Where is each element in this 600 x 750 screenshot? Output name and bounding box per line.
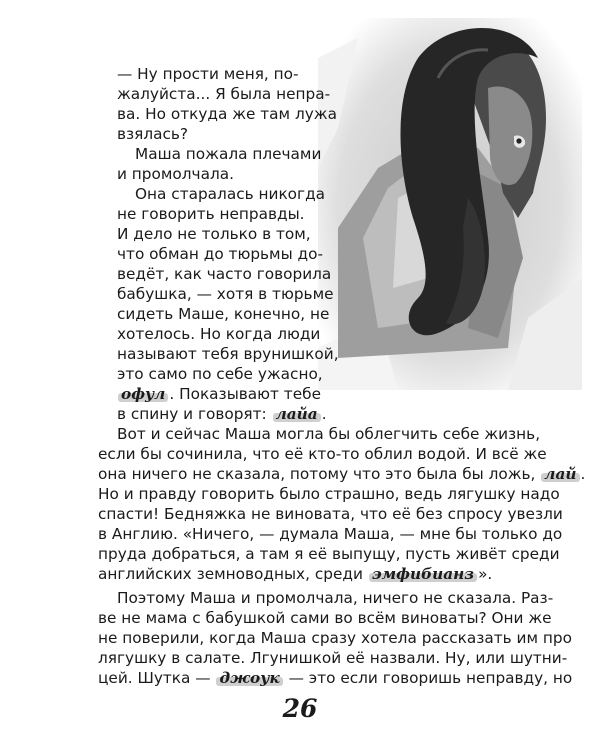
text-line: ведёт, как часто говорила [117,265,332,283]
english-word-marker: лайа [273,404,321,424]
english-word-marker: эмфибианз [369,564,477,584]
text-line: Она старалась никогда [135,185,326,203]
text-line-lie: она ничего не сказала, потому что это была бы ложь, лай . [98,465,586,483]
english-word-marker: офул [118,384,168,404]
text-line: бабушка, — хотя в тюрьме [117,285,334,303]
text-line: хотелось. Но когда люди [117,325,321,343]
illustration-girl [318,18,582,390]
text-line: — Ну прости меня, по- [117,65,299,83]
english-word-marker: лай [541,464,579,484]
text-line: спасти! Бедняжка не виновата, что её без спросу увезли [98,505,563,523]
text-line: Но и правду говорить было страшно, ведь лягушку надо [98,485,560,503]
text-line: Поэтому Маша и промолчала, ничего не сказала. Раз- [117,589,554,607]
text-line: жалуйста... Я была непра- [117,85,331,103]
text-line: ва. Но откуда же там лужа [117,105,337,123]
text-line: ве не мама с бабушкой сами во всём виноваты? Они же [98,609,552,627]
page-number: 26 [282,694,318,723]
text-line: если бы сочинила, что её кто-то облил водой. И всё же [98,445,547,463]
text-line: называют тебя врунишкой, [117,345,339,363]
text-line-liar: в спину и говорят: лайа . [117,405,327,423]
text-line-awful: офул . Показывают тебе [117,384,321,404]
text-line-joke: цей. Шутка — джоук — это если говоришь неправду, но [98,669,573,687]
text-line: и промолчала. [117,165,234,183]
english-word-marker: джоук [216,668,282,688]
text-line-amphib: английских земноводных, среди эмфибианз ». [98,565,493,583]
text-line: что обман до тюрьмы до- [117,245,323,263]
text-line: не поверили, когда Маша сразу хотела рассказать им про [98,629,572,647]
text-line: не говорить неправды. [117,205,305,223]
text-line: И дело не только в том, [117,225,311,243]
text-line: Маша пожала плечами [135,145,322,163]
text-line: Вот и сейчас Маша могла бы облегчить себе жизнь, [117,425,541,443]
text-line: лягушку в салате. Лгунишкой её назвали. Ну, или шутни- [98,649,568,667]
text-line: взялась? [117,125,189,143]
girl-illustration-image [318,18,582,390]
text-line: это само по себе ужасно, [117,365,323,383]
text-line: пруда добраться, а там я её выпущу, пусть живёт среди [98,545,560,563]
text-line: сидеть Маше, конечно, не [117,305,330,323]
text-line: в Англию. «Ничего, — думала Маша, — мне бы только до [98,525,563,543]
